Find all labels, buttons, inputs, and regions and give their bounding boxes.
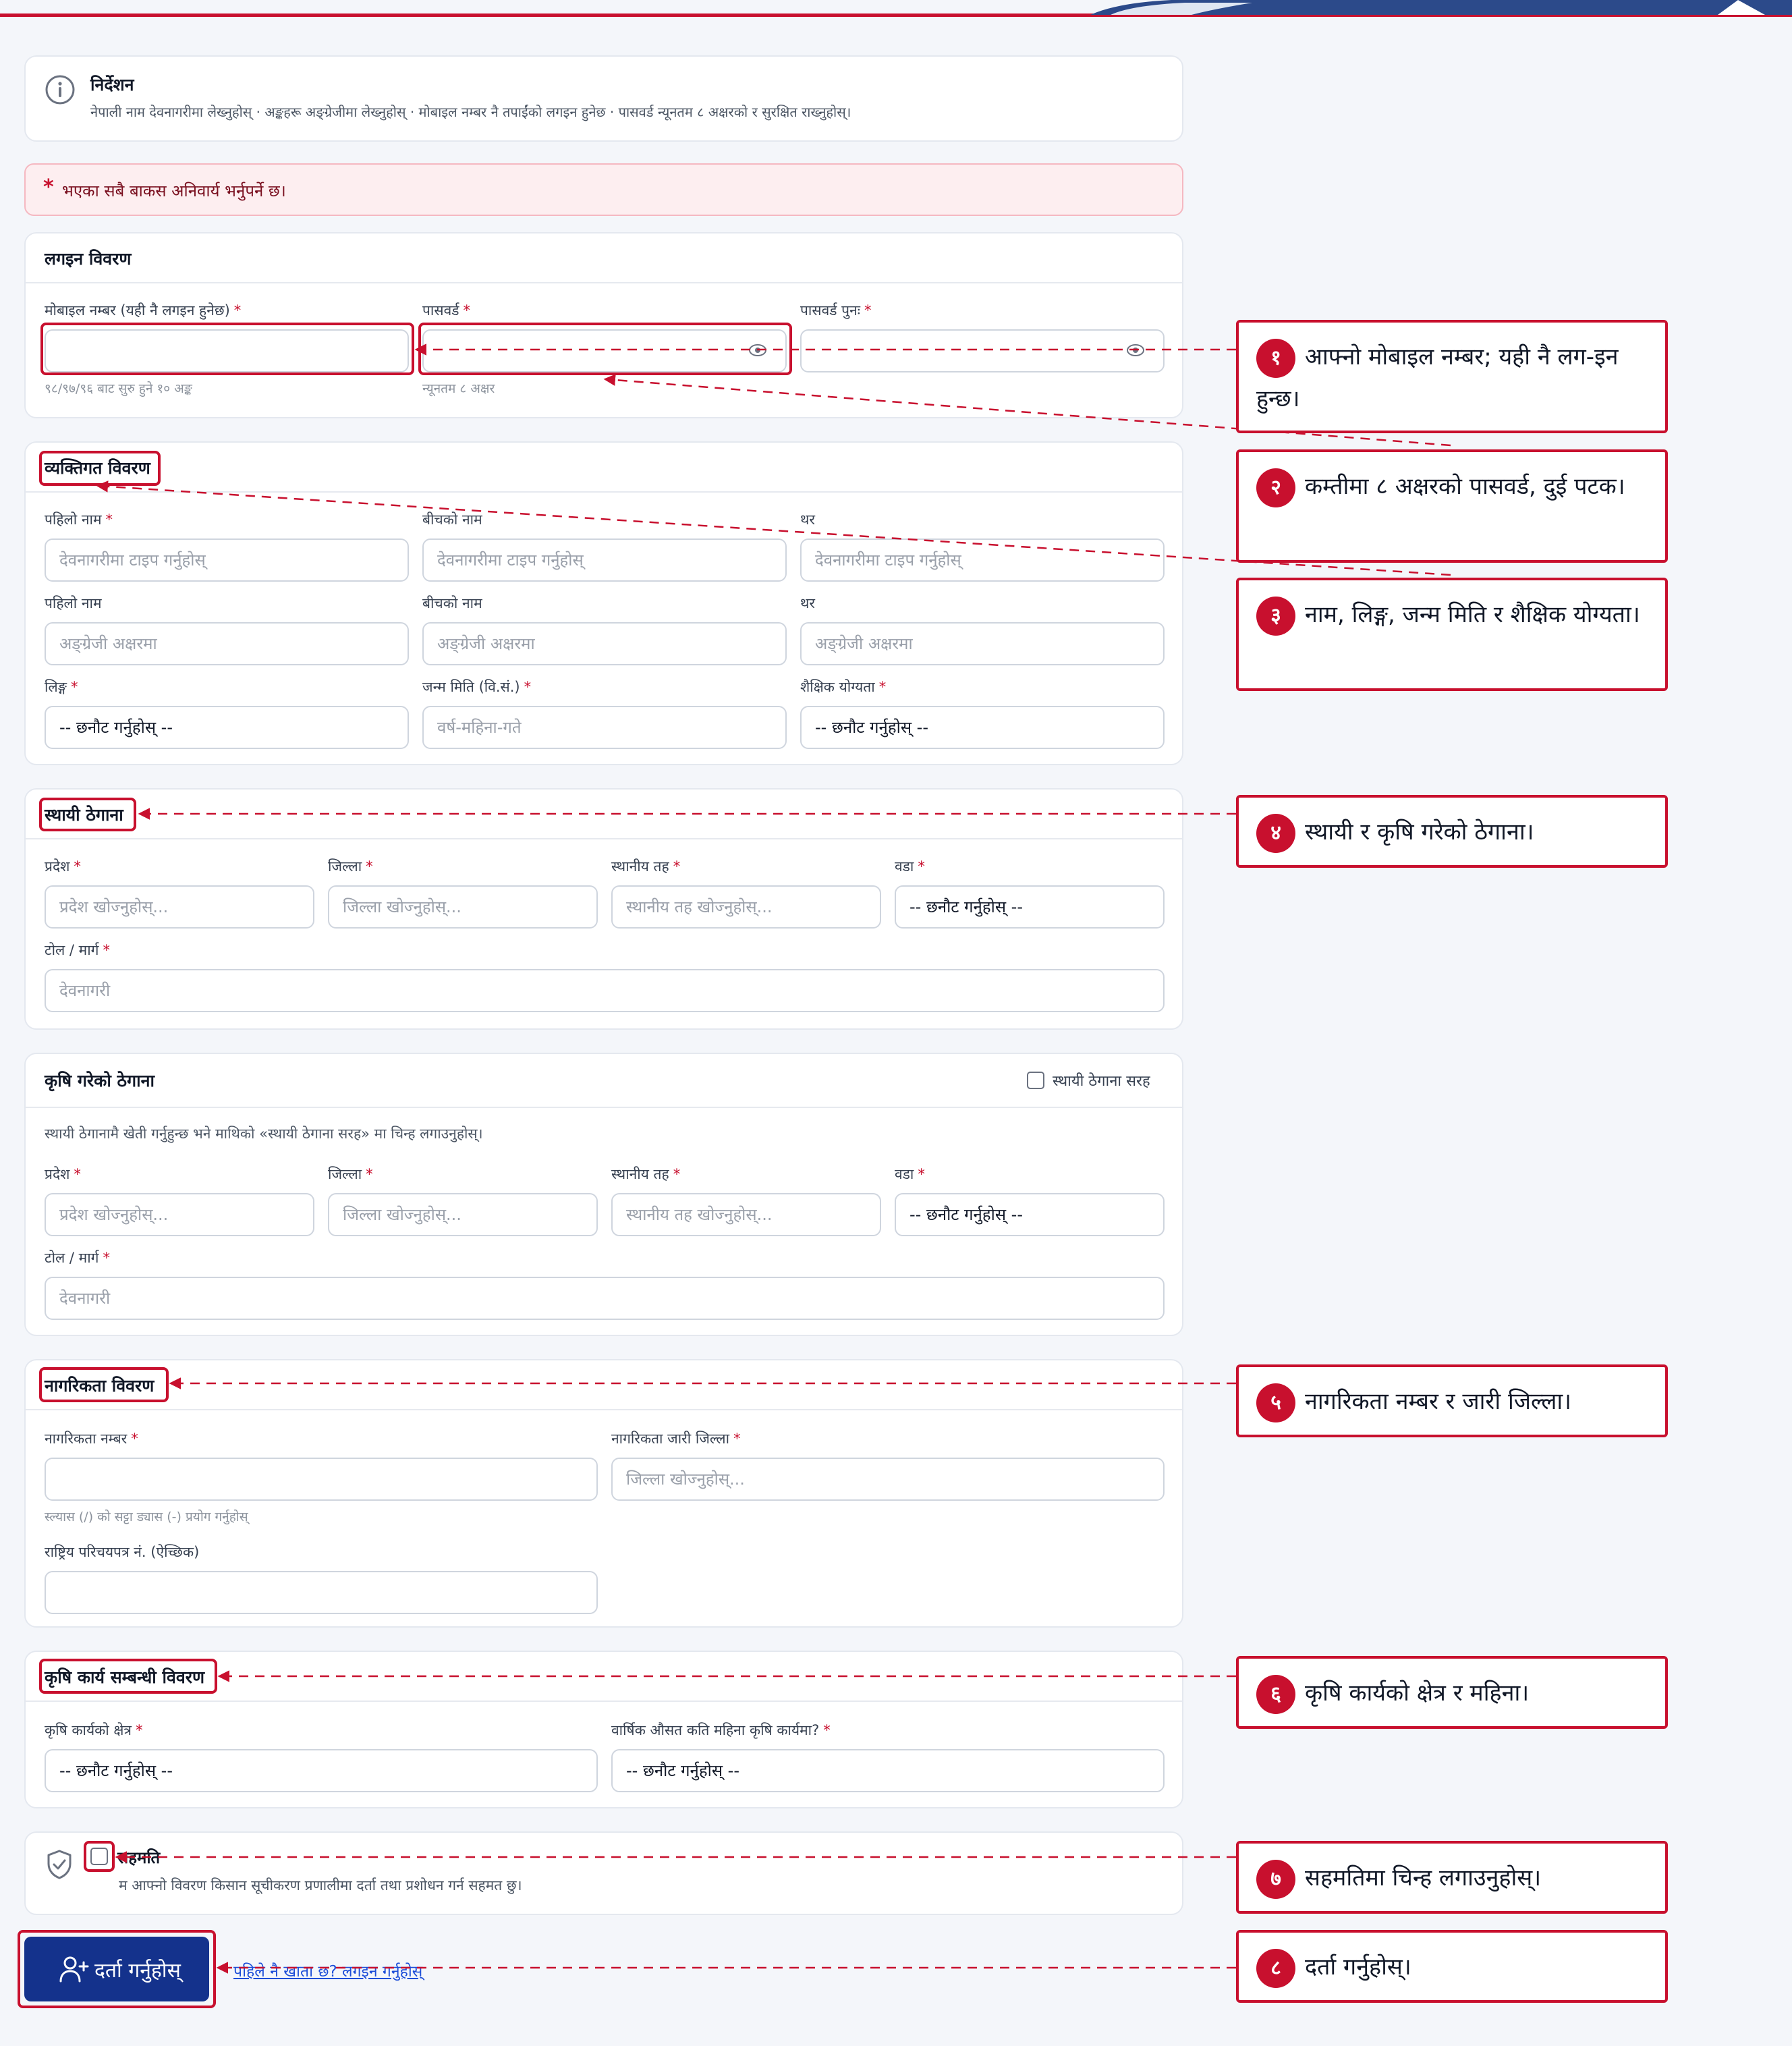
label-text: नागरिकता नम्बर [45, 1431, 128, 1447]
placeholder: प्रदेश खोज्नुहोस्... [59, 897, 169, 916]
placeholder: स्थानीय तह खोज्नुहोस्... [626, 1205, 773, 1224]
tole-label: टोल / मार्ग * [45, 942, 111, 958]
local-level-label: स्थानीय तह * [611, 1166, 681, 1182]
personal-section-title: व्यक्तिगत विवरण [45, 458, 150, 478]
placeholder: देवनागरीमा टाइप गर्नुहोस् [437, 551, 584, 570]
placeholder: देवनागरी [59, 1289, 111, 1308]
placeholder: देवनागरीमा टाइप गर्नुहोस् [59, 551, 206, 570]
callout-number: ५ [1256, 1383, 1295, 1422]
callout-6 [1236, 1656, 1668, 1729]
callout-number: २ [1256, 468, 1295, 507]
password-label-text: पासवर्ड [422, 302, 459, 319]
permanent-section-title: स्थायी ठेगाना [45, 805, 123, 825]
register-button-label: दर्ता गर्नुहोस् [94, 1959, 181, 1983]
select-value: -- छनौट गर्नुहोस् -- [815, 718, 928, 737]
callout-3 [1236, 578, 1668, 691]
select-value: -- छनौट गर्नुहोस् -- [909, 1205, 1023, 1224]
placeholder: देवनागरीमा टाइप गर्नुहोस् [815, 551, 961, 570]
placeholder: देवनागरी [59, 981, 111, 1000]
label-text: पहिलो नाम [45, 512, 102, 528]
label-text: वार्षिक औसत कति महिना कृषि कार्यमा? [611, 1722, 820, 1738]
label-text: लिङ्ग [45, 679, 67, 695]
same-as-permanent-label[interactable]: स्थायी ठेगाना सरह [1053, 1073, 1150, 1090]
placeholder: अङ्ग्रेजी अक्षरमा [437, 634, 535, 653]
citizenship-section-title: नागरिकता विवरण [45, 1376, 155, 1395]
label-text: वडा [895, 1166, 914, 1182]
callout-text: कम्तीमा ८ अक्षरको पासवर्ड, दुई पटक। [1305, 473, 1625, 500]
gender-label: लिङ्ग * [45, 679, 78, 695]
callout-text: नागरिकता नम्बर र जारी जिल्ला। [1305, 1388, 1572, 1415]
password-label: पासवर्ड * [422, 302, 470, 319]
callout-number: ७ [1256, 1860, 1295, 1899]
callout-text: नाम, लिङ्ग, जन्म मिति र शैक्षिक योग्यता। [1305, 601, 1640, 628]
placeholder: स्थानीय तह खोज्नुहोस्... [626, 897, 773, 916]
callout-text: कृषि कार्यको क्षेत्र र महिना। [1305, 1680, 1530, 1707]
farming-note: स्थायी ठेगानामै खेती गर्नुहुन्छ भने माथिको «स्थायी ठेगाना सरह» मा चिन्ह लगाउनुहोस्। [45, 1126, 483, 1142]
district-label: जिल्ला * [328, 1166, 373, 1182]
label-text: शैक्षिक योग्यता [800, 679, 875, 695]
label-text: प्रदेश [45, 858, 70, 875]
callout-text: सहमतिमा चिन्ह लगाउनुहोस्। [1305, 1864, 1542, 1891]
province-label: प्रदेश * [45, 1166, 81, 1182]
label-text: स्थानीय तह [611, 1166, 669, 1182]
education-label: शैक्षिक योग्यता * [800, 679, 887, 695]
confirm-label-text: पासवर्ड पुनः [800, 302, 860, 319]
first-name-en-label: पहिलो नाम [45, 595, 102, 611]
callout-1 [1236, 320, 1668, 433]
dob-label: जन्म मिति (वि.सं.) * [422, 679, 532, 695]
callout-7 [1236, 1841, 1668, 1914]
callout-5 [1236, 1364, 1668, 1437]
callout-4 [1236, 795, 1668, 868]
callout-text: आफ्नो मोबाइल नम्बर; यही नै लग-इन हुन्छ। [1256, 343, 1619, 412]
last-name-en-label: थर [800, 595, 816, 611]
tole-label: टोल / मार्ग * [45, 1250, 111, 1266]
callout-number: ३ [1256, 597, 1295, 636]
required-star: * [43, 175, 54, 199]
confirm-password-label: पासवर्ड पुनः * [800, 302, 872, 319]
label-text: प्रदेश [45, 1166, 70, 1182]
placeholder: जिल्ला खोज्नुहोस्... [343, 1205, 461, 1224]
middle-name-en-label: बीचको नाम [422, 595, 482, 611]
placeholder: अङ्ग्रेजी अक्षरमा [815, 634, 913, 653]
callout-2 [1236, 449, 1668, 563]
callout-number: ४ [1256, 814, 1295, 853]
issue-district-label: नागरिकता जारी जिल्ला * [611, 1431, 741, 1447]
callout-text: स्थायी र कृषि गरेको ठेगाना। [1305, 819, 1534, 846]
citizenship-number-hint: स्ल्यास (/) को सट्टा ड्यास (-) प्रयोग गर्नुहोस् [45, 1510, 248, 1524]
callout-number: ६ [1256, 1675, 1295, 1714]
placeholder: अङ्ग्रेजी अक्षरमा [59, 634, 157, 653]
consent-text: म आफ्नो विवरण किसान सूचीकरण प्रणालीमा दर्ता तथा प्रशोधन गर्न सहमत छु। [119, 1877, 522, 1893]
first-name-np-label: पहिलो नाम * [45, 512, 113, 528]
citizenship-number-label: नागरिकता नम्बर * [45, 1431, 138, 1447]
label-text: वडा [895, 858, 914, 875]
password-hint: न्यूनतम ८ अक्षर [422, 381, 495, 396]
login-section-title: लगइन विवरण [45, 249, 132, 269]
placeholder: जिल्ला खोज्नुहोस्... [626, 1470, 745, 1489]
district-label: जिल्ला * [328, 858, 373, 875]
province-label: प्रदेश * [45, 858, 81, 875]
agri-area-label: कृषि कार्यको क्षेत्र * [45, 1722, 143, 1738]
callout-text: दर्ता गर्नुहोस्। [1305, 1954, 1411, 1981]
middle-name-np-label: बीचको नाम [422, 512, 482, 528]
select-value: -- छनौट गर्नुहोस् -- [626, 1761, 739, 1780]
placeholder: वर्ष-महिना-गते [437, 718, 522, 737]
local-level-label: स्थानीय तह * [611, 858, 681, 875]
label-text: स्थानीय तह [611, 858, 669, 875]
label-text: कृषि कार्यको क्षेत्र [45, 1722, 132, 1738]
agri-section-title: कृषि कार्य सम्बन्धी विवरण [45, 1667, 205, 1687]
ward-label: वडा * [895, 1166, 925, 1182]
mobile-label: मोबाइल नम्बर (यही नै लगइन हुनेछ) * [45, 302, 242, 319]
placeholder: जिल्ला खोज्नुहोस्... [343, 897, 461, 916]
select-value: -- छनौट गर्नुहोस् -- [59, 718, 173, 737]
last-name-np-label: थर [800, 512, 816, 528]
label-text: टोल / मार्ग [45, 942, 99, 958]
label-text: टोल / मार्ग [45, 1250, 99, 1266]
consent-title: सहमति [117, 1848, 161, 1867]
instructions-text: नेपाली नाम देवनागरीमा लेख्नुहोस् · अङ्कहरू अङ्ग्रेजीमा लेख्नुहोस् · मोबाइल नम्बर नै तपाईंको लगइन हुनेछ · पासवर्ड न्यूनतम ८ अक्षरको र सुरक्षित राख्नुहोस्। [90, 104, 851, 120]
callout-number: १ [1256, 339, 1295, 378]
callout-8 [1236, 1930, 1668, 2003]
select-value: -- छनौट गर्नुहोस् -- [909, 897, 1023, 916]
agri-months-label: वार्षिक औसत कति महिना कृषि कार्यमा? * [611, 1722, 831, 1738]
placeholder: प्रदेश खोज्नुहोस्... [59, 1205, 169, 1224]
required-alert-text: भएका सबै बाकस अनिवार्य भर्नुपर्ने छ। [62, 182, 286, 200]
mobile-label-text: मोबाइल नम्बर (यही नै लगइन हुनेछ) [45, 302, 230, 319]
label-text: जिल्ला [328, 1166, 362, 1182]
national-id-label: राष्ट्रिय परिचयपत्र नं. (ऐच्छिक) [45, 1544, 200, 1560]
select-value: -- छनौट गर्नुहोस् -- [59, 1761, 173, 1780]
label-text: जिल्ला [328, 858, 362, 875]
label-text: नागरिकता जारी जिल्ला [611, 1431, 730, 1447]
instructions-title: निर्देशन [90, 75, 134, 94]
mobile-hint: ९८/९७/९६ बाट सुरु हुने १० अङ्क [45, 381, 192, 396]
callout-number: ८ [1256, 1949, 1295, 1988]
ward-label: वडा * [895, 858, 925, 875]
farming-section-title: कृषि गरेको ठेगाना [45, 1071, 155, 1090]
label-text: जन्म मिति (वि.सं.) [422, 679, 520, 695]
login-link[interactable]: पहिले नै खाता छ? लगइन गर्नुहोस् [233, 1963, 423, 1981]
